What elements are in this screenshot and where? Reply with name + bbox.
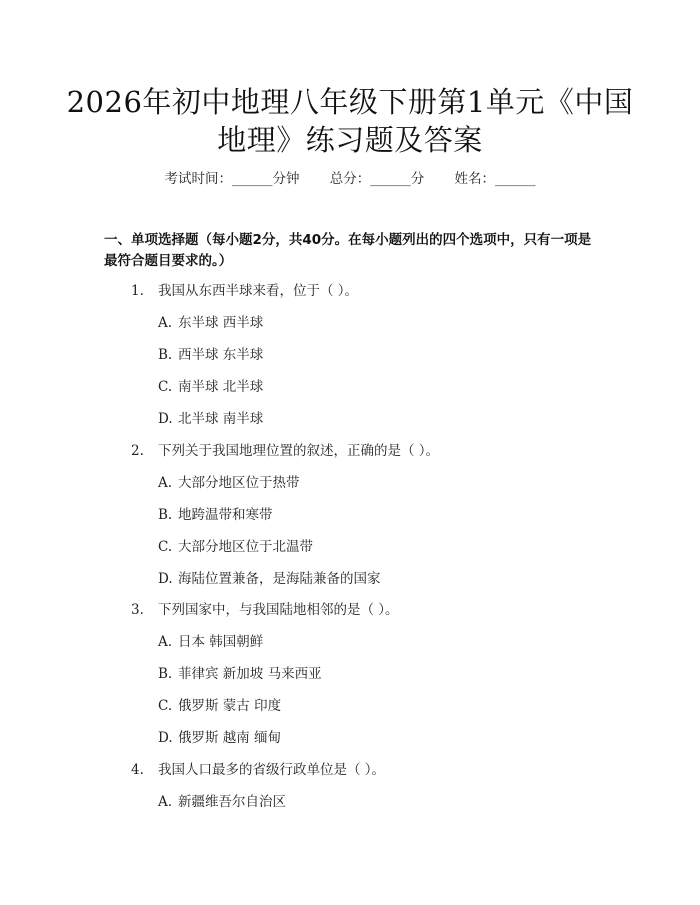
option-2d bbox=[158, 569, 381, 589]
option-letter: B. bbox=[158, 347, 173, 363]
question-number: 2. bbox=[131, 443, 144, 459]
question-number: 1. bbox=[131, 283, 144, 299]
option-4a bbox=[158, 792, 286, 812]
option-text: 新疆维吾尔自治区 bbox=[178, 794, 286, 810]
section-heading: 一、单项选择题（每小题2分，共40分。在每小题列出的四个选项中，只有一项是最符合题目要求的。） bbox=[104, 232, 592, 269]
option-text: 大部分地区位于热带 bbox=[178, 475, 300, 491]
option-text: 东半球 西半球 bbox=[178, 315, 264, 331]
question-text: 下列国家中，与我国陆地相邻的是（ ）。 bbox=[158, 602, 399, 618]
option-letter: D. bbox=[158, 411, 173, 427]
option-text: 北半球 南半球 bbox=[178, 411, 264, 427]
option-letter: B. bbox=[158, 507, 173, 523]
question-number: 3. bbox=[131, 602, 144, 618]
question-1 bbox=[131, 281, 358, 301]
option-text: 大部分地区位于北温带 bbox=[178, 539, 313, 555]
student-name-field: 姓名：______ bbox=[454, 171, 536, 187]
page-title-line-1: 2026年初中地理八年级下册第1单元《中国 bbox=[66, 85, 634, 119]
option-2c bbox=[158, 537, 313, 557]
option-letter: D. bbox=[158, 571, 173, 587]
option-text: 海陆位置兼备，是海陆兼备的国家 bbox=[178, 571, 381, 587]
question-text: 下列关于我国地理位置的叙述，正确的是（ ）。 bbox=[158, 443, 440, 459]
option-letter: C. bbox=[158, 539, 173, 555]
option-3c bbox=[158, 696, 281, 716]
option-3a bbox=[158, 632, 263, 652]
option-text: 地跨温带和寒带 bbox=[178, 507, 273, 523]
option-1c bbox=[158, 377, 263, 397]
exam-time-field: 考试时间：______分钟 bbox=[164, 171, 300, 187]
option-1d bbox=[158, 409, 263, 429]
option-1b bbox=[158, 345, 263, 365]
option-2a bbox=[158, 473, 300, 493]
question-number: 4. bbox=[131, 762, 144, 778]
option-letter: A. bbox=[158, 794, 173, 810]
option-letter: B. bbox=[158, 666, 173, 682]
option-3b bbox=[158, 664, 322, 684]
question-4 bbox=[131, 760, 385, 780]
question-2 bbox=[131, 441, 439, 461]
option-letter: D. bbox=[158, 730, 173, 746]
option-text: 南半球 北半球 bbox=[178, 379, 264, 395]
page-title-line-2: 地理》练习题及答案 bbox=[217, 123, 483, 157]
option-letter: C. bbox=[158, 698, 173, 714]
option-1a bbox=[158, 313, 263, 333]
option-letter: A. bbox=[158, 475, 173, 491]
option-text: 菲律宾 新加坡 马来西亚 bbox=[178, 666, 322, 682]
question-text: 我国人口最多的省级行政单位是（ ）。 bbox=[158, 762, 386, 778]
exam-info-row bbox=[0, 169, 700, 189]
option-text: 俄罗斯 蒙古 印度 bbox=[178, 698, 282, 714]
exam-score-field: 总分：______分 bbox=[329, 171, 425, 187]
option-letter: A. bbox=[158, 315, 173, 331]
question-text: 我国从东西半球来看，位于（ ）。 bbox=[158, 283, 359, 299]
option-letter: A. bbox=[158, 634, 173, 650]
option-letter: C. bbox=[158, 379, 173, 395]
question-3 bbox=[131, 600, 399, 620]
option-text: 俄罗斯 越南 缅甸 bbox=[178, 730, 282, 746]
option-text: 西半球 东半球 bbox=[178, 347, 264, 363]
option-2b bbox=[158, 505, 273, 525]
option-3d bbox=[158, 728, 281, 748]
option-text: 日本 韩国朝鲜 bbox=[178, 634, 264, 650]
